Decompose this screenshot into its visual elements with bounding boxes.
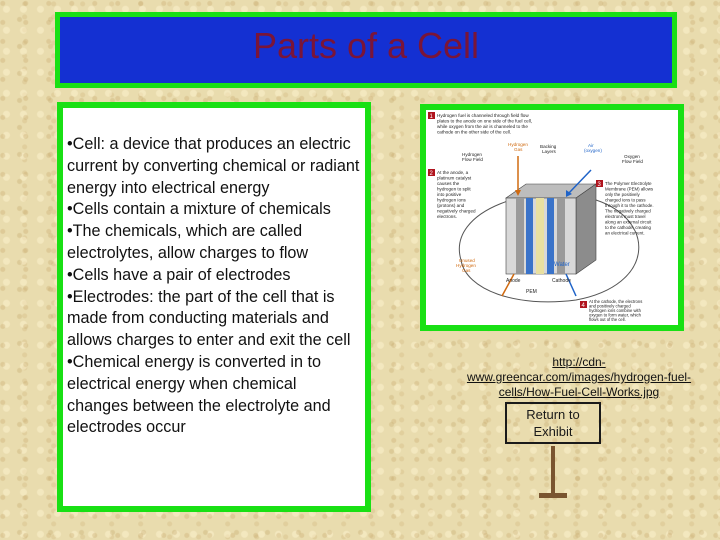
cell-side [576, 184, 596, 274]
slide-title: Parts of a Cell [252, 25, 480, 66]
hydrogen-flow-field-label: Flow Field [462, 157, 483, 162]
title-box [55, 12, 677, 88]
step-3-line: along an external circuit [605, 219, 652, 225]
image-source-link[interactable]: http://cdn-www.greencar.com/images/hydrogen-fuel-cells/How-Fuel-Cell-Works.jpg [466, 355, 692, 399]
step-4-line: hydrogen ions combine with [589, 308, 641, 313]
bullet-item: •Cells contain a mixture of chemicals [67, 200, 331, 219]
step-3-line: only the positively [605, 192, 640, 197]
step-3-line: to the cathode, creating [605, 225, 651, 230]
step-4-line: At the cathode, the electrons [589, 299, 643, 304]
hydrogen-gas-label: Hydrogen [508, 142, 528, 147]
step-2-line: into positive [437, 192, 462, 197]
oxygen-flow-field-label: Oxygen [624, 154, 640, 159]
step-2-line: platinum catalyst [437, 175, 472, 181]
bullet-item: •Cells have a pair of electrodes [67, 265, 291, 284]
step-3-line: through it to the cathode. [605, 203, 654, 208]
step-3-line: charged ions to pass [605, 197, 646, 203]
step-1-line: while oxygen from the air is channeled to the [437, 124, 528, 129]
fuel-cell-illustration [426, 110, 678, 325]
anode-plate [516, 198, 524, 274]
step-3-number: 3 [597, 182, 601, 188]
step-4-line: flows out of the cell. [589, 317, 626, 322]
sign-post [551, 446, 555, 495]
bullet-item: •Chemical energy is converted in to electrical energy when chemical changes between the electrolyte and electrodes occur [67, 352, 331, 437]
step-4-line: and positively charged [589, 303, 631, 309]
anode-label: Anode [506, 278, 521, 284]
cathode-label: Cathode [552, 278, 571, 284]
air-oxygen-label: (oxygen) [584, 148, 602, 153]
hydrogen-gas-label: Gas [514, 147, 523, 152]
step-2-line: At the anode, a [437, 170, 469, 175]
return-button-line: Return to [526, 407, 580, 422]
fuel-cell-diagram [420, 104, 684, 331]
bullet-item: •Cell: a device that produces an electric current by converting chemical or radiant energy into electrical energy [67, 135, 360, 197]
backing-layer-left [526, 198, 533, 274]
return-button-line: Exhibit [533, 424, 573, 439]
pem-label: PEM [526, 289, 537, 295]
step-2-line: hydrogen ions [437, 197, 466, 203]
unused-hydrogen-label: Gas [462, 268, 471, 273]
bullet-item: •Electrodes: the part of the cell that is made from conducting materials and allows charges to enter and exit the cell [67, 287, 351, 350]
step-1-line: Hydrogen fuel is channeled through field flow [437, 113, 529, 118]
hydrogen-flow-field-label: Hydrogen [462, 152, 482, 157]
step-1-line: plates to the anode on one side of the fuel cell, [437, 118, 533, 124]
step-2-line: electrons. [437, 214, 457, 219]
step-2-line: (protons) and [437, 203, 465, 208]
unused-hydrogen-label: Hydrogen [456, 263, 476, 268]
pem-layer [536, 198, 544, 274]
return-to-exhibit-button[interactable] [505, 402, 601, 444]
backing-layer-right [547, 198, 554, 274]
step-2-line: negatively charged [437, 208, 476, 214]
step-1-line: cathode on the other side of the cell. [437, 129, 512, 135]
step-1-number: 1 [429, 114, 433, 120]
backing-layers-label: Layers [542, 149, 556, 154]
backing-layers-label: Backing [540, 144, 557, 149]
step-3-line: electrons must travel [605, 214, 646, 219]
step-4-number: 4 [581, 303, 585, 309]
step-3-line: The Polymer Electrolyte [605, 181, 652, 186]
unused-hydrogen-label: Unused [459, 258, 475, 263]
step-2-line: causes the [437, 181, 460, 186]
bullet-item: •The chemicals, which are called electrolytes, allow charges to flow [67, 222, 309, 262]
step-3-line: The negatively charged [605, 208, 651, 214]
air-oxygen-label: Air [588, 143, 594, 148]
step-2-number: 2 [429, 171, 433, 177]
oxygen-flow-field-label: Flow Field [622, 159, 643, 164]
bullet-list-box [57, 102, 371, 512]
step-4-line: oxygen to form water, which [589, 312, 641, 318]
sign-post-base [539, 493, 567, 498]
step-3-line: Membrane (PEM) allows [605, 186, 654, 192]
step-3-line: an electrical current. [605, 230, 645, 236]
water-label: Water [554, 262, 570, 268]
step-2-line: hydrogen to split [437, 186, 471, 192]
